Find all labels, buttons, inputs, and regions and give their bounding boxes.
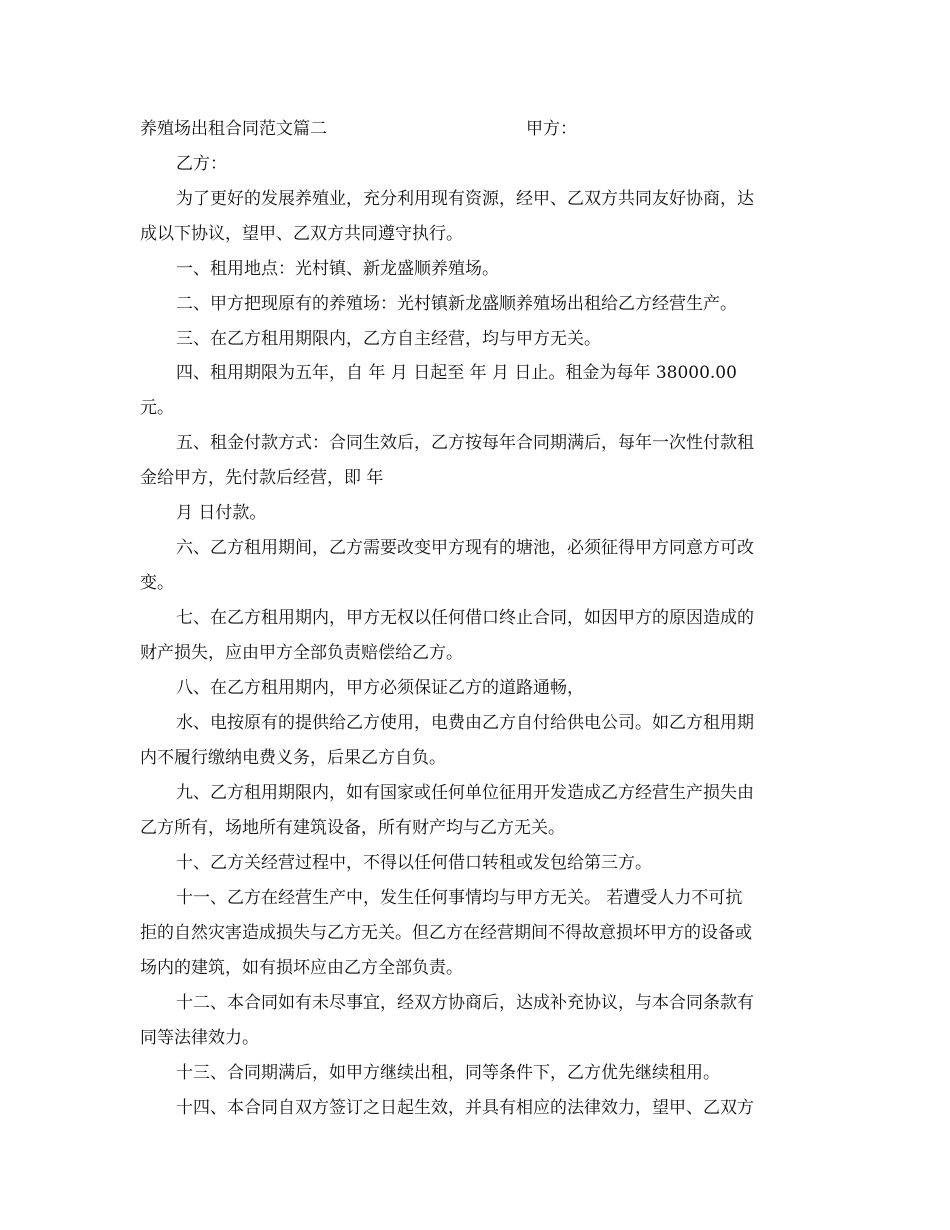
clause-12: 十二、本合同如有未尽事宜，经双方协商后，达成补充协议，与本合同条款有 xyxy=(176,993,754,1013)
clause-3: 三、在乙方租用期限内，乙方自主经营，均与甲方无关。 xyxy=(176,329,601,349)
party-a-label: 甲方： xyxy=(526,119,577,139)
clause-10: 十、乙方关经营过程中，不得以任何借口转租或发包给第三方。 xyxy=(176,853,652,873)
party-b-label: 乙方： xyxy=(176,154,227,174)
paragraph-line: 拒的自然灾害造成损失与乙方无关。但乙方在经营期间不得故意损坏甲方的设备或 xyxy=(140,923,752,943)
paragraph-line: 水、电按原有的提供给乙方使用，电费由乙方自付给供电公司。如乙方租用期 xyxy=(176,713,754,733)
paragraph-line: 财产损失，应由甲方全部负责赔偿给乙方。 xyxy=(140,643,463,663)
clause-4: 四、租用期限为五年，自 年 月 日起至 年 月 日止。租金为每年 38000.00 xyxy=(176,363,737,383)
paragraph-line: 变。 xyxy=(140,573,174,593)
paragraph-line: 乙方所有，场地所有建筑设备，所有财产均与乙方无关。 xyxy=(140,818,565,838)
clause-5: 五、租金付款方式：合同生效后，乙方按每年合同期满后，每年一次性付款租 xyxy=(176,433,754,453)
clause-2: 二、甲方把现原有的养殖场：光村镇新龙盛顺养殖场出租给乙方经营生产。 xyxy=(176,294,737,314)
paragraph-line: 金给甲方，先付款后经营，即 年 xyxy=(140,468,384,488)
paragraph-line: 成以下协议，望甲、乙双方共同遵守执行。 xyxy=(140,224,463,244)
clause-11: 十一、乙方在经营生产中，发生任何事情均与甲方无关。 若遭受人力不可抗 xyxy=(176,888,743,908)
clause-9: 九、乙方租用期限内，如有国家或任何单位征用开发造成乙方经营生产损失由 xyxy=(176,783,754,803)
paragraph-line: 为了更好的发展养殖业，充分利用现有资源，经甲、乙双方共同友好协商，达 xyxy=(176,189,754,209)
paragraph-line: 月 日付款。 xyxy=(176,503,267,523)
paragraph-line: 元。 xyxy=(140,398,174,418)
clause-7: 七、在乙方租用期内，甲方无权以任何借口终止合同，如因甲方的原因造成的 xyxy=(176,608,754,628)
paragraph-line: 场内的建筑，如有损坏应由乙方全部负责。 xyxy=(140,958,463,978)
clause-13: 十三、合同期满后，如甲方继续出租，同等条件下，乙方优先继续租用。 xyxy=(176,1063,720,1083)
document-heading-line xyxy=(140,117,820,141)
clause-1: 一、租用地点：光村镇、新龙盛顺养殖场。 xyxy=(176,259,499,279)
paragraph-line: 同等法律效力。 xyxy=(140,1028,259,1048)
clause-8: 八、在乙方租用期内，甲方必须保证乙方的道路通畅， xyxy=(176,678,584,698)
clause-14: 十四、本合同自双方签订之日起生效，并具有相应的法律效力，望甲、乙双方 xyxy=(176,1098,754,1118)
paragraph-line: 内不履行缴纳电费义务，后果乙方自负。 xyxy=(140,748,446,768)
document-heading: 养殖场出租合同范文篇二 xyxy=(140,119,327,139)
clause-6: 六、乙方租用期间，乙方需要改变甲方现有的塘池，必须征得甲方同意方可改 xyxy=(176,538,754,558)
